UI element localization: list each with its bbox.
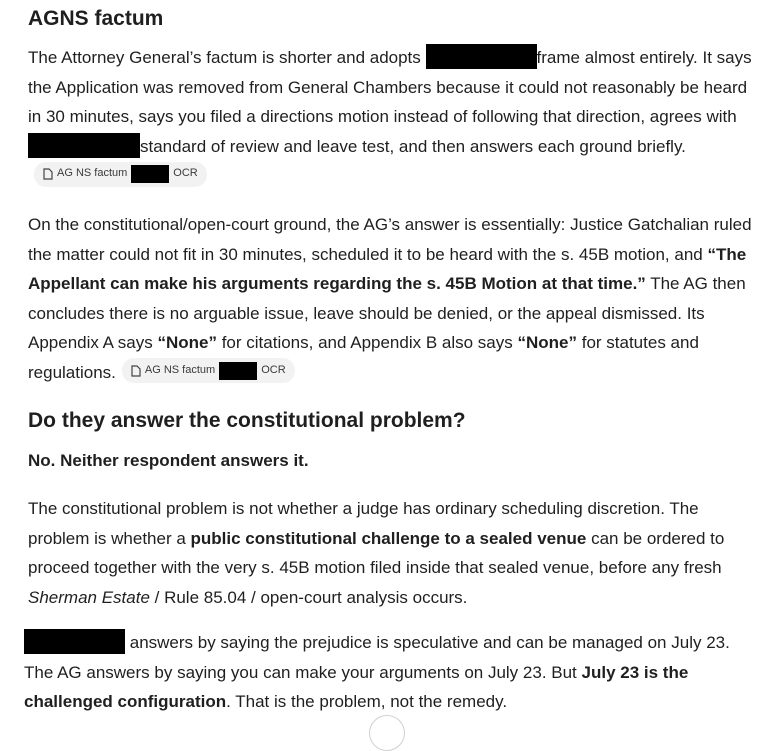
text-segment: for statutes and regulations. [28, 333, 699, 382]
case-name-sherman-estate: Sherman Estate [28, 587, 150, 607]
text-segment: On the constitutional/open-court ground, the AG’s answer is essentially: Justice Gatchalian ruled the matter could not fit in 30 minutes, scheduled it to be heard with the s. 45B motion, and [28, 215, 752, 264]
redaction-block [28, 133, 140, 158]
citation-chip-suffix: OCR [173, 167, 198, 180]
emphasis-july-23: July 23 is the challenged configuration [24, 662, 689, 711]
text-segment: standard of review and leave test, and then answers each ground briefly. [140, 136, 686, 156]
document-icon [131, 365, 141, 377]
paragraph-july-23 [24, 628, 750, 717]
paragraph-ag-answer [28, 210, 754, 387]
citation-chip-label: AG NS factum [144, 363, 216, 376]
text-segment: answers by saying the prejudice is speculative and can be managed on July 23. The AG answers by saying you can make your arguments on July 23. But [24, 633, 730, 682]
emphasis-none: “None” [517, 333, 577, 352]
paragraph-agns-summary [28, 43, 754, 191]
answer-summary: No. Neither respondent answers it. [28, 451, 309, 470]
citation-chip-ag-ns-factum[interactable] [122, 358, 295, 383]
emphasis-none: “None” [157, 333, 217, 352]
redaction-block [219, 362, 257, 380]
citation-chip-ag-ns-factum[interactable] [34, 162, 207, 187]
text-segment: / Rule 85.04 / open-court analysis occurs. [149, 587, 468, 607]
redaction-block [24, 629, 125, 654]
text-segment: The constitutional problem is not whether a judge has ordinary scheduling discretion. The problem is whether a [28, 499, 699, 548]
text-segment: The AG then concludes there is no arguable issue, leave should be denied, or the appeal dismissed. Its Appendix A says [28, 274, 746, 352]
document-icon [43, 168, 53, 180]
text-segment: can be ordered to proceed together with the very s. 45B motion filed inside that sealed venue, before any fresh [28, 528, 725, 577]
text-segment: . That is the problem, not the remedy. [226, 692, 508, 711]
text-segment: frame almost entirely. It says the Application was removed from General Chambers because it could not reasonably be heard in 30 minutes, says you filed a directions motion instead of following that direction, agrees with [28, 48, 752, 126]
scroll-down-button[interactable] [369, 715, 405, 751]
emphasis-sealed-venue: public constitutional challenge to a sealed venue [190, 528, 587, 548]
text-segment: for citations, and Appendix B also says [216, 333, 518, 352]
heading-constitutional-problem: Do they answer the constitutional problem? [28, 409, 466, 432]
citation-chip-label: AG NS factum [57, 167, 128, 180]
redaction-block [131, 165, 169, 183]
citation-chip-suffix: OCR [261, 363, 286, 376]
heading-agns-factum: AGNS factum [28, 7, 164, 30]
paragraph-constitutional-problem [28, 494, 754, 612]
redaction-block [426, 44, 537, 69]
text-segment: The Attorney General’s factum is shorter and adopts [28, 48, 421, 67]
quoted-ruling: “The Appellant can make his arguments regarding the s. 45B Motion at that time.” [28, 244, 747, 293]
